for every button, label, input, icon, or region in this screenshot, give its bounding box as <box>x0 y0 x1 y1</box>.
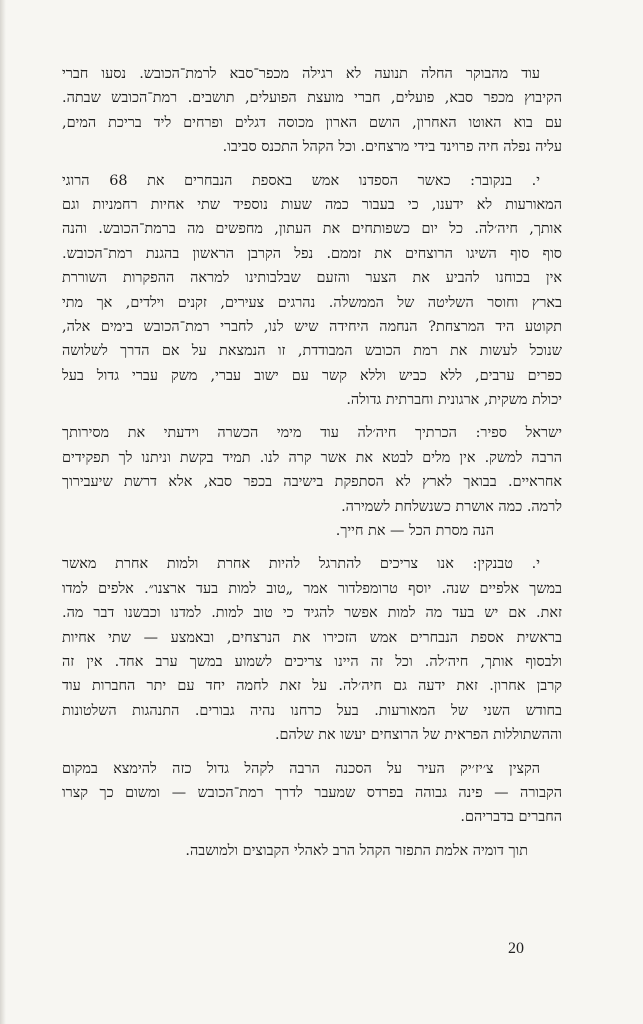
text-line: ולבסוף אותך, חיה׳לה. וכל זה היינו צריכים לשמוע במשך ערב אחד. אין זה <box>62 653 562 670</box>
paragraph-sapir-speech <box>62 421 562 543</box>
text-line: אחראיים. בבואך לארץ לא הסתפקת בישיבה בכפר סבא, אלא דרשת שיעבירוך <box>62 474 562 491</box>
text-line: בראשית אספת הנבחרים אמש הזכירו את הנרצחים, ובאמצע — שתי אחיות <box>62 629 562 646</box>
text-line: כפרים ערבים, ללא כביש וללא קשר עם ישוב עברי, משק עברי גדול בעל <box>62 367 562 384</box>
text-line: הקיבוץ מכפר סבא, פועלים, חברי מועצת הפועלים, תושבים. רמת־הכובש שבתה. <box>62 90 562 107</box>
text-line: סוף סוף השיגו הרוצחים את זממם. נפל הקרבן הראשון בהגנת רמת־הכובש. <box>62 245 562 262</box>
paragraph-bankover-speech <box>62 169 562 413</box>
paragraph-closing <box>62 839 562 863</box>
text-line: תוך דומיה אלמת התפזר הקהל הרב לאהלי הקבוצים ולמושבה. <box>185 842 528 859</box>
paragraph-funeral-arrival <box>62 62 562 160</box>
text-line: י. בנקובר: כאשר הספדנו אמש באספת הנבחרים את 68 הרוגי <box>62 172 540 189</box>
text-line: עליה נפלה חיה פרוינד בידי מרצחים. וכל הקהל התכנס סביבו. <box>222 139 562 156</box>
text-line: לרמה. כמה אושרת כשנשלחת לשמירה. <box>341 498 562 515</box>
text-line: המאורעות לא ידענו, כי בעבור כמה שעות נוספיד שתי אחיות רחמניות וגם <box>62 196 562 213</box>
paragraph-officer-warning <box>62 757 562 830</box>
text-line: בחודש השני של המאורעות. בעל כרחנו נהיה גבורים. התנהגות השלטונות <box>62 702 562 719</box>
page-edge-shadow <box>0 0 6 1024</box>
text-line: קרבן אחרון. זאת ידעה גם חיה׳לה. על זאת לחמה יחד עם יתר החברות עוד <box>62 678 562 695</box>
text-line: י. טבנקין: אנו צריכים להתרגל להיות אחרת ולמות אחרת מאשר <box>62 556 540 573</box>
body-text <box>62 62 562 863</box>
text-line: וההשתוללות הפראית של הרוצחים יעשו את שלהם. <box>274 727 562 744</box>
text-line: במשך אלפיים שנה. יוסף טרומפלדור אמר „טוב למות בעד ארצנו״. אלפים למדו <box>62 580 562 597</box>
text-line: שנוכל לעשות את רמת הכובש המבודדת, זו הנמצאת על אם הדרך לשלושה <box>62 343 562 360</box>
text-line: זאת. אם יש בעד מה למות אפשר להגיד כי טוב למות. למדנו וכבשנו דבר מה. <box>62 605 562 622</box>
text-line: הנה מסרת הכל — את חייך. <box>335 523 494 540</box>
text-line: הקבורה — פינה גבוהה בפרדס שמעבר לדרך רמת־הכובש — ומשום כך קצרו <box>62 784 562 801</box>
text-line: אותך, חיה׳לה. כל יום כשפותחים את העתון, מחפשים מה ברמת־הכובש. והנה <box>62 221 562 238</box>
text-line: בארץ וחוסר השליטה של הממשלה. נהרגים צעירים, זקנים וילדים, אך מתי <box>62 294 562 311</box>
text-line: עם בוא האוטו האחרון, הושם הארון מכוסה דגלים ופרחים ליד בריכת המים, <box>62 114 562 131</box>
text-line: אין בכוחנו להביע את הצער והזעם שבלבותינו למראה ההפקרות השוררת <box>62 270 562 287</box>
page-number: 20 <box>508 940 524 957</box>
text-line: תקוטע היד המרצחת? הנחמה היחידה שיש לנו, לחברי רמת־הכובש בימים אלה, <box>62 318 562 335</box>
text-line: החברים בדבריהם. <box>460 809 562 826</box>
paragraph-tabenkin-speech <box>62 552 562 747</box>
text-line: הקצין צ׳יז׳יק העיר על הסכנה הרבה לקהל גדול כזה להימצא במקום <box>62 760 540 777</box>
text-line: הרבה למשק. אין מלים לבטא את אשר קרה לנו. תמיד בקשת וניתנו לך תפקידים <box>62 449 562 466</box>
text-line: עוד מהבוקר החלה תנועה לא רגילה מכפר־סבא לרמת־הכובש. נסעו חברי <box>62 66 540 82</box>
text-line: ישראל ספיר: הכרתיך חיה׳לה עוד מימי הכשרה וידעתי את מסירותך <box>62 425 562 442</box>
text-line: יכולת משקית, ארגונית וחברתית גדולה. <box>346 392 562 409</box>
